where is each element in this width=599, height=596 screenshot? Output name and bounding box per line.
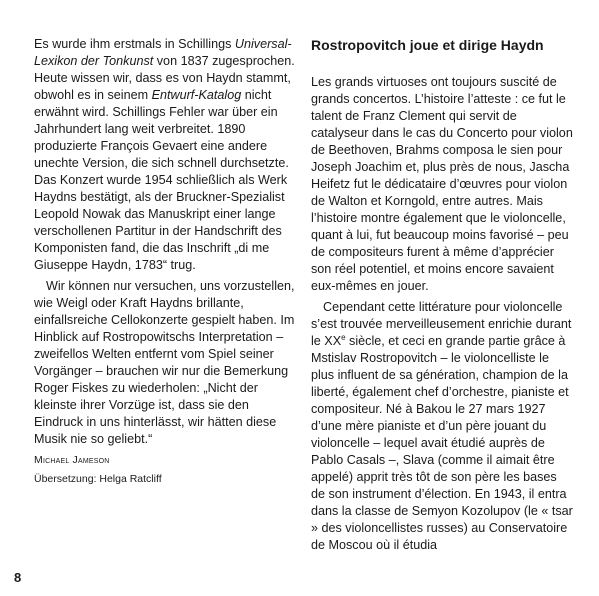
superscript: e — [341, 332, 346, 342]
german-paragraph-1 — [34, 36, 296, 274]
page-number: 8 — [14, 570, 22, 585]
text-run: nicht erwähnt wird. Schillings Fehler war über ein Jahrhundert lang weit verbreitet. 1890 produzierte François Gevaert eine andere unechte Version, die sich schnell durchsetzte. Das Konzert wurde 1954 schließlich als Werk Haydns bestätigt, als der Bruckner-Spezialist Leopold Nowak das Manuskript einer lange verschollenen Partitur in der Handschrift des Komponisten fand, die das Inschrift „di me Giuseppe Haydn, 1783“ trug. — [34, 88, 289, 272]
italic-title-lexikon: Universal-Lexikon der Tonkunst — [34, 37, 292, 68]
text-run: siècle, et ceci en grande partie grâce à Mstislav Rostropovitch – le violoncelliste le plus influent de sa génération, champion de la liberté, également chef d’orchestre, pianiste et compositeur. Né à Bakou le 27 mars 1927 d’une mère pianiste et d’un père jouant du violoncelle – lequel avait étudié auprès de Pablo Casals –, Slava (comme il aimait être appelé) apprit très tôt de son père les bases de son instrument d’élection. En 1943, il entra dans la classe de Semyon Kozolupov (le « tsar » des violoncellistes russes) au Conservatoire de Moscou où il étudia — [311, 334, 573, 552]
article-title: Rostropovitch joue et dirige Haydn — [311, 37, 544, 53]
german-paragraph-2: Wir können nur versuchen, uns vorzustellen, wie Weigl oder Kraft Haydns brillante, einfallsreiche Cellokonzerte gespielt haben. Im Hinblick auf Rostropowitschs Interpretation – zweifellos Welten entfernt vom Spiel seiner Vorgänger – brauchen wir nur die Bemerkung Roger Fiskes zu wiederholen: „Nicht der kleinste ihrer Vorzüge ist, dass sie den Eindruck in uns hinterlässt, wir hätten diese Musik nie so geliebt.“ — [34, 279, 295, 446]
french-paragraph-1: Les grands virtuoses ont toujours suscité de grands concertos. L’histoire l’atteste : ce fut le talent de Franz Clement qui servit de catalyseur dans le cas du Concerto pour violon de Beethoven, Brahms composa le sien pour Joseph Joachim et, plus près de nous, Jascha Heifetz fut le dédicataire d’œuvres pour violon de Walton et Korngold, entre autres. Mais l’histoire montre également que le violoncelle, quant à lui, fut beaucoup moins favorisé – peu de compositeurs furent à même d’apprécier son réel potentiel, et moins encore savaient eux-mêmes en jouer. — [311, 75, 573, 293]
author-text: Michael Jameson — [34, 454, 110, 466]
translator-credit: Übersetzung: Helga Ratcliff — [34, 473, 162, 485]
french-column — [311, 36, 573, 554]
german-column — [34, 36, 296, 488]
french-paragraph-2 — [311, 299, 573, 554]
italic-title-katalog: Entwurf-Katalog — [151, 88, 242, 102]
text-run: Es wurde ihm erstmals in Schillings — [34, 37, 235, 51]
text-run: von 1837 zugesprochen. Heute wissen wir, dass es von Haydn stammt, obwohl es in seinem — [34, 54, 295, 102]
author-name — [34, 452, 296, 469]
text-run: Cependant cette littérature pour violoncelle s’est trouvée merveilleusement enrichie durant le XX — [311, 300, 572, 348]
